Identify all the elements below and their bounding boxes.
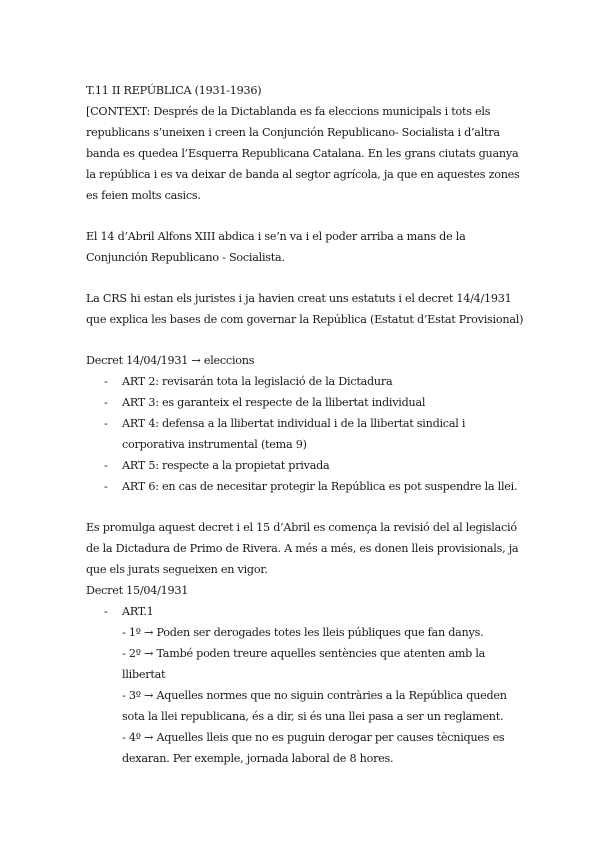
promulgation-paragraph: Es promulga aquest decret i el 15 d’Abril es comença la revisió del al legislació de la Dictadura de Primo de Rivera. A més a més, es donen lleis provisionals, ja que els jurats segueixen en vigor. <box>86 521 519 576</box>
decree-15-heading: Decret 15/04/1931 <box>86 584 189 597</box>
decree-14-heading: Decret 14/04/1931 → eleccions <box>86 354 255 367</box>
decree-15-point: - 3º → Aquelles normes que no siguin contràries a la República queden sota la llei republicana, és a dir, si és una llei pasa a ser un reglament. <box>122 689 507 723</box>
decree-15-point: - 1º → Poden ser derogades totes les lleis públiques que fan danys. <box>122 626 484 639</box>
spacer <box>86 206 526 226</box>
crs-paragraph: La CRS hi estan els juristes i ja havien creat uns estatuts i el decret 14/4/1931 que explica les bases de com governar la República (Estatut d’Estat Provisional) <box>86 292 524 326</box>
context-paragraph: [CONTEXT: Després de la Dictablanda es fa eleccions municipals i tots els republicans s’uneixen i creen la Conjunción Republicano- Socialista i d’altra banda es quedea l’Esquerra Republicana Catalana. En les grans ciutats guanya la república i es va deixar de banda al segtor agrícola, ja que en aquestes zones es feien molts casics. <box>86 105 520 202</box>
decree-14-article: - ART 6: en cas de necesitar protegir la República es pot suspendre la llei. <box>86 476 526 497</box>
decree-14-articles <box>86 371 526 497</box>
decree-14-article: - ART 2: revisarán tota la legislació de la Dictadura <box>86 371 526 392</box>
spacer <box>86 268 526 288</box>
decree-15-point: - 4º → Aquelles lleis que no es puguin derogar per causes tècniques es dexaran. Per exemple, jornada laboral de 8 hores. <box>122 731 505 765</box>
decree-15-point: - 2º → També poden treure aquelles sentències que atenten amb la llibertat <box>122 647 486 681</box>
spacer <box>86 330 526 350</box>
decree-14-article: - ART 5: respecte a la propietat privada <box>86 455 526 476</box>
decree-15-article <box>86 601 526 769</box>
document-page <box>86 80 526 769</box>
decree-15-article-label: ART.1 <box>122 605 154 618</box>
abdication-paragraph: El 14 d’Abril Alfons XIII abdica i se’n va i el poder arriba a mans de la Conjunción Republicano - Socialista. <box>86 230 466 264</box>
spacer <box>86 497 526 517</box>
decree-15-points <box>122 622 526 769</box>
decree-14-article: - ART 3: es garanteix el respecte de la llibertat individual <box>86 392 526 413</box>
decree-15-articles <box>86 601 526 769</box>
decree-14-article: - ART 4: defensa a la llibertat individual i de la llibertat sindical i corporativa instrumental (tema 9) <box>86 413 526 455</box>
document-title: T.11 II REPÚBLICA (1931-1936) <box>86 84 262 97</box>
